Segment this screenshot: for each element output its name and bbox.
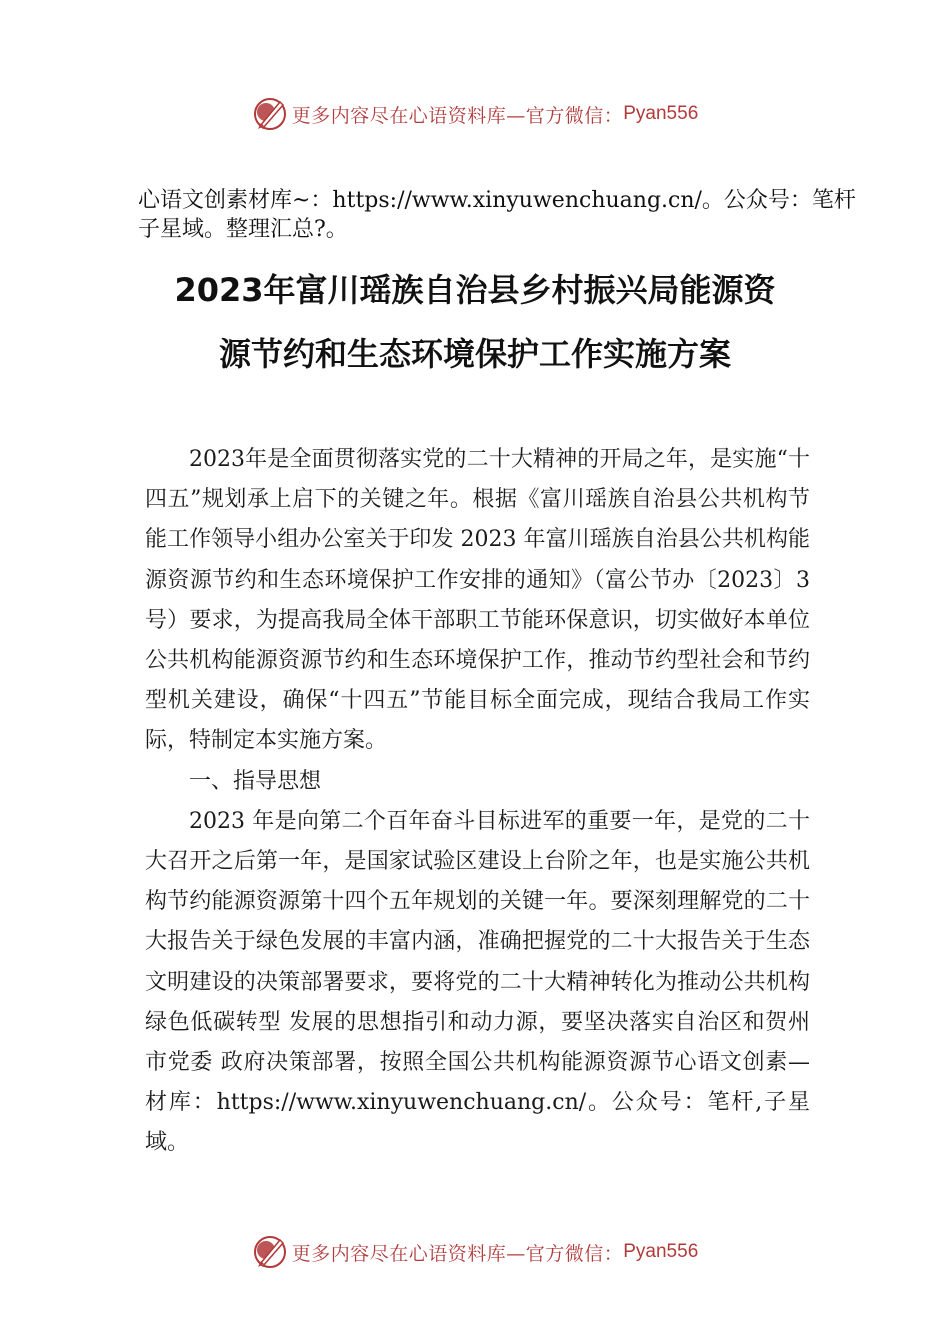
section-heading: 一、指导思想: [189, 768, 322, 794]
wechat-id: Pyan556: [623, 1241, 699, 1262]
pen-circle-logo-icon: [252, 96, 288, 132]
watermark-banner-top: [0, 94, 950, 134]
paragraph-guiding-thought: 2023 年是向第二个百年奋斗目标进军的重要一年，是党的二十大召开之后第一年，是国家试验区建设上台阶之年，也是实施公共机构节约能源资源第十四个五年规划的关键一年。要深刻理解党的二十大报告关于绿色发展的丰富内涵，准确把握党的二十大报告关于生态文明建设的决策部署要求，要将党的二十大精神转化为推动公共机构绿色低碳转型 发展的思想指引和动力源，要坚决落实自治区和贺州市党委 政府决策部署，按照全国公共机构能源资源节心语文创素—材库：https://www.xinyuwenchuang.cn/。公众号：笔杆,子星域。: [145, 808, 810, 1156]
banner-text: 更多内容尽在心语资料库—官方微信：: [291, 104, 624, 127]
document-body: [145, 440, 810, 1164]
wechat-id: Pyan556: [623, 103, 699, 124]
title-line-1: 2023年富川瑶族自治县乡村振兴局能源资: [174, 271, 776, 309]
pen-circle-logo-icon: [252, 1234, 288, 1270]
watermark-banner-bottom: [0, 1232, 950, 1272]
banner-text: 更多内容尽在心语资料库—官方微信：: [291, 1242, 624, 1265]
title-line-2: 源节约和生态环境保护工作实施方案: [218, 335, 731, 373]
header-note: 心语文创素材库~：https://www.xinyuwenchuang.cn/。公众号：笔杆子星域。整理汇总?。: [138, 188, 856, 242]
document-title: [100, 258, 850, 386]
paragraph-intro: 2023年是全面贯彻落实党的二十大精神的开局之年，是实施“十四五”规划承上启下的关键之年。根据《富川瑶族自治县公共机构节能工作领导小组办公室关于印发 2023 年富川瑶族自治县公共机构能源资源节约和生态环境保护工作安排的通知》（富公节办〔2023〕3号）要求，为提高我局全体干部职工节能环保意识，切实做好本单位公共机构能源资源节约和生态环境保护工作，推动节约型社会和节约型机关建设，确保“十四五”节能目标全面完成，现结合我局工作实际，特制定本实施方案。: [145, 447, 810, 754]
